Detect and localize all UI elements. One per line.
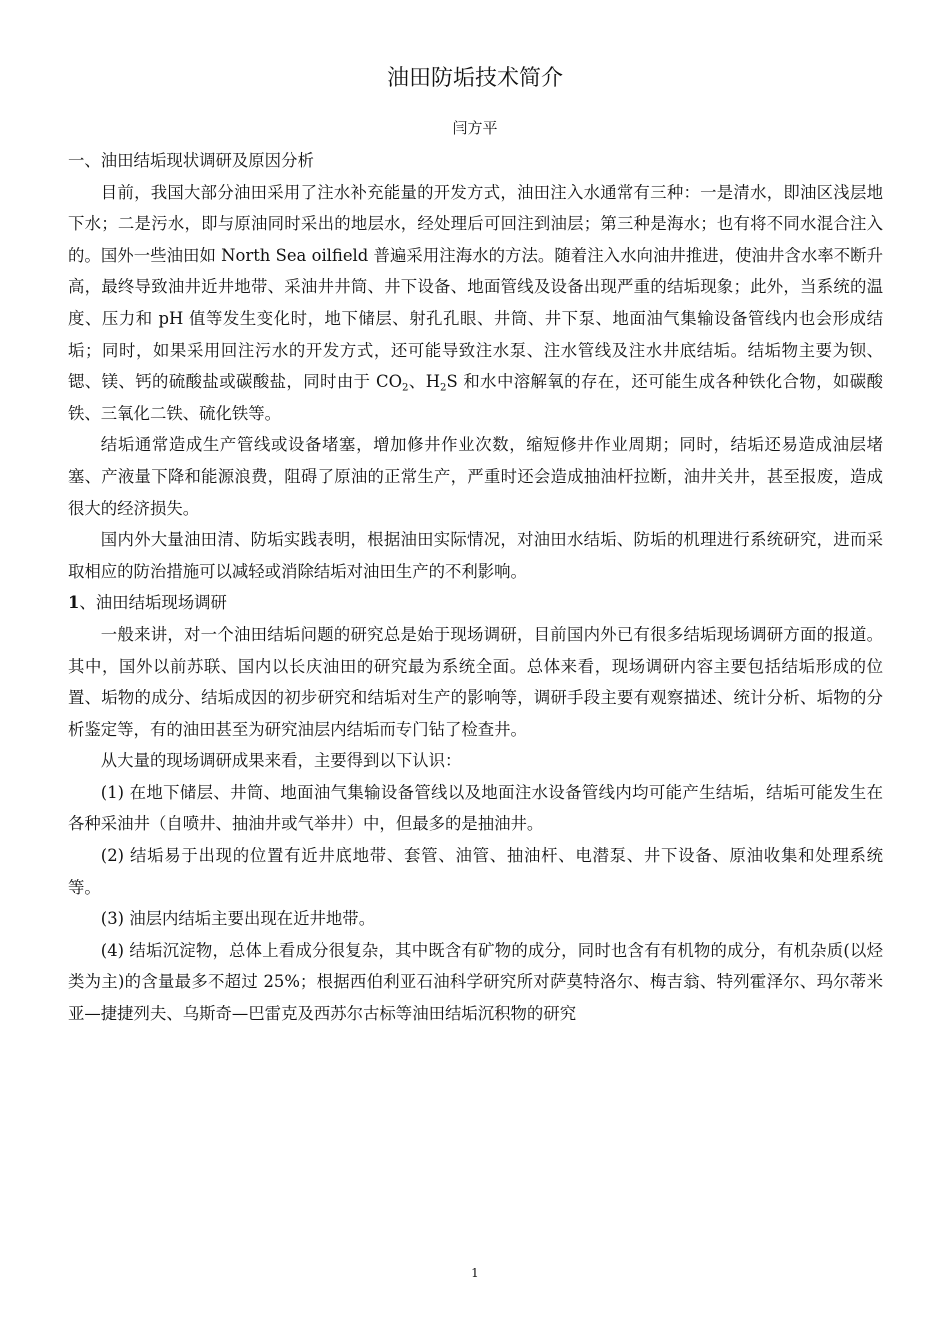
section-heading: 一、油田结垢现状调研及原因分析 bbox=[68, 151, 314, 170]
paragraph-text: 、H bbox=[408, 372, 441, 392]
paragraph-conclusions-intro: 从大量的现场调研成果来看，主要得到以下认识： bbox=[100, 751, 462, 771]
page-number: 1 bbox=[471, 1266, 479, 1280]
paragraph-field-survey: 一般来讲，对一个油田结垢问题的研究总是始于现场调研，目前国内外已有很多结垢现场调研方面的报道。其中，国外以前苏联、国内以长庆油田的研究最为系统全面。总体来看，现场调研内容主要包括结垢形成的位置、垢物的成分、结垢成因的初步研究和结垢对生产的影响等，调研手段主要有观察描述、统计分析、垢物的分析鉴定等，有的油田甚至为研究油层内结垢而专门钻了检查井。 bbox=[68, 624, 883, 739]
subscript: 2 bbox=[402, 382, 409, 394]
subsection-heading bbox=[68, 587, 883, 619]
subsection-number: 1 bbox=[68, 593, 80, 613]
list-item: (2) 结垢易于出现的位置有近井底地带、套管、油管、抽油杆、电潜泵、井下设备、原油收集和处理系统等。 bbox=[68, 846, 883, 897]
document-body bbox=[68, 145, 883, 1030]
paragraph-injection-scaling bbox=[68, 177, 883, 430]
list-item: (1) 在地下储层、井筒、地面油气集输设备管线以及地面注水设备管线内均可能产生结垢，结垢可能发生在各种采油井（自喷井、抽油井或气举井）中，但最多的是抽油井。 bbox=[68, 782, 883, 834]
paragraph-scaling-effects: 结垢通常造成生产管线或设备堵塞，增加修井作业次数，缩短修井作业周期；同时，结垢还易造成油层堵塞、产液量下降和能源浪费，阻碍了原油的正常生产，严重时还会造成抽油杆拉断，油井关井，甚至报废，造成很大的经济损失。 bbox=[68, 435, 883, 518]
document-title: 油田防垢技术简介 bbox=[386, 66, 563, 91]
subscript: 2 bbox=[440, 382, 447, 394]
list-item: (4) 结垢沉淀物，总体上看成分很复杂，其中既含有矿物的成分，同时也含有有机物的成分，有机杂质(以烃类为主)的含量最多不超过 25%；根据西伯利亚石油科学研究所对萨莫特洛尔、梅吉翁、特列霍泽尔、玛尔蒂米亚—捷捷列夫、乌斯奇—巴雷克及西苏尔古标等油田结垢沉积物的研究 bbox=[68, 940, 883, 1024]
paragraph-prevention-practice: 国内外大量油田清、防垢实践表明，根据油田实际情况，对油田水结垢、防垢的机理进行系统研究，进而采取相应的防治措施可以减轻或消除结垢对油田生产的不利影响。 bbox=[68, 530, 883, 581]
paragraph-text: 目前，我国大部分油田采用了注水补充能量的开发方式，油田注入水通常有三种：一是清水，即油区浅层地下水；二是污水，即与原油同时采出的地层水，经处理后可回注到油层；第三种是海水；也有将不同水混合注入的。国外一些油田如 North Sea oilfield 普遍采用注海水的方法。随着注入水向油井推进，使油井含水率不断升高，最终导致油井近井地带、采油井井筒、井下设备、地面管线及设备出现严重的结垢现象；此外，当系统的温度、压力和 pH 值等发生变化时，地下储层、射孔孔眼、井筒、井下泵、地面油气集输设备管线内也会形成结垢；同时，如果采用回注污水的开发方式，还可能导致注水泵、注水管线及注水井底结垢。结垢物主要为钡、锶、镁、钙的硫酸盐或碳酸盐，同时由于 CO bbox=[68, 182, 883, 392]
paragraph-text: S 和水中溶解氧的存在，还可能生成各种铁化合物，如碳酸铁、三氧化二铁、硫化铁等。 bbox=[68, 372, 883, 423]
list-item: (3) 油层内结垢主要出现在近井地带。 bbox=[100, 909, 376, 929]
document-author: 闫方平 bbox=[452, 119, 498, 137]
subsection-title: 、油田结垢现场调研 bbox=[79, 593, 227, 613]
